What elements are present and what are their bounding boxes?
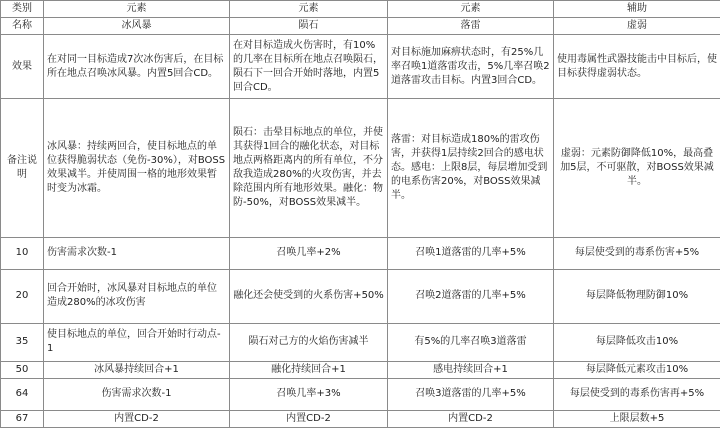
- notes-cell: 落雷：对目标造成180%的雷攻伤害，并获得1层持续2回合的感电状态。感电：上限8层，每层增加受到的电系伤害20%，对BOSS效果减半。: [388, 99, 554, 237]
- level-cell: 回合开始时，冰风暴对目标地点的单位造成280%的冰攻伤害: [44, 269, 230, 323]
- level-cell: 陨石对己方的火焰伤害减半: [230, 323, 388, 361]
- level-label: 64: [1, 378, 44, 410]
- header-cell: 元素: [388, 1, 554, 18]
- header-cell: 元素: [44, 1, 230, 18]
- notes-row: [1, 99, 720, 237]
- header-cell: 陨石: [230, 18, 388, 35]
- row-label: 效果: [1, 35, 44, 99]
- header-cell: 冰风暴: [44, 18, 230, 35]
- level-cell: 每层降低攻击10%: [554, 323, 720, 361]
- notes-cell: 陨石：击晕目标地点的单位，并使其获得1回合的融化状态，对目标地点两格距离内的所有单位，不分敌我造成280%的火攻伤害，并去除范围内所有地形效果。融化：物防-50%，对BOSS效果减半。: [230, 99, 388, 237]
- level-label: 67: [1, 410, 44, 427]
- effect-cell: 在对同一目标造成7次冰伤害后，在目标所在地点召唤冰风暴。内置5回合CD。: [44, 35, 230, 99]
- level-row: [1, 410, 720, 427]
- header-cell: 虚弱: [554, 18, 720, 35]
- level-cell: 冰风暴持续回合+1: [44, 361, 230, 378]
- level-row: [1, 378, 720, 410]
- header-cell: 落雷: [388, 18, 554, 35]
- level-label: 20: [1, 269, 44, 323]
- effect-row: [1, 35, 720, 99]
- level-cell: 内置CD-2: [388, 410, 554, 427]
- level-row: [1, 269, 720, 323]
- level-cell: 每层降低元素攻击10%: [554, 361, 720, 378]
- level-cell: 召唤2道落雷的几率+5%: [388, 269, 554, 323]
- level-cell: 有5%的几率召唤3道落雷: [388, 323, 554, 361]
- level-cell: 内置CD-2: [44, 410, 230, 427]
- level-row: [1, 323, 720, 361]
- level-cell: 召唤几率+2%: [230, 237, 388, 269]
- effect-cell: 对目标施加麻痹状态时，有25%几率召唤1道落雷攻击，5%几率召唤2道落雷攻击目标。内置3回合CD。: [388, 35, 554, 99]
- level-cell: 使目标地点的单位，回合开始时行动点-1: [44, 323, 230, 361]
- level-cell: 每层降低物理防御10%: [554, 269, 720, 323]
- level-cell: 每层使受到的毒系伤害再+5%: [554, 378, 720, 410]
- header-cell: 类别: [1, 1, 44, 18]
- header-cell: 名称: [1, 18, 44, 35]
- level-cell: 融化持续回合+1: [230, 361, 388, 378]
- level-cell: 感电持续回合+1: [388, 361, 554, 378]
- row-label: 备注说明: [1, 99, 44, 237]
- notes-cell: 虚弱：元素防御降低10%，最高叠加5层，不可驱散，对BOSS效果减半。: [554, 99, 720, 237]
- header-cell: 辅助: [554, 1, 720, 18]
- level-cell: 召唤几率+3%: [230, 378, 388, 410]
- notes-cell: 冰风暴：持续两回合，使目标地点的单位获得脆弱状态（免伤-30%），对BOSS效果减半。并使周围一格的地形效果暂时变为冰霜。: [44, 99, 230, 237]
- level-cell: 内置CD-2: [230, 410, 388, 427]
- level-cell: 上限层数+5: [554, 410, 720, 427]
- level-cell: 伤害需求次数-1: [44, 378, 230, 410]
- level-cell: 伤害需求次数-1: [44, 237, 230, 269]
- header-row-category: [1, 1, 720, 18]
- level-cell: 融化还会使受到的火系伤害+50%: [230, 269, 388, 323]
- level-cell: 每层使受到的毒系伤害+5%: [554, 237, 720, 269]
- level-label: 50: [1, 361, 44, 378]
- level-label: 10: [1, 237, 44, 269]
- header-cell: 元素: [230, 1, 388, 18]
- level-cell: 召唤1道落雷的几率+5%: [388, 237, 554, 269]
- effect-cell: 使用毒属性武器技能击中目标后，使目标获得虚弱状态。: [554, 35, 720, 99]
- header-row-name: [1, 18, 720, 35]
- effect-cell: 在对目标造成火伤害时，有10%的几率在目标所在地点召唤陨石，陨石下一回合开始时落地，内置5回合CD。: [230, 35, 388, 99]
- level-cell: 召唤3道落雷的几率+5%: [388, 378, 554, 410]
- level-row: [1, 361, 720, 378]
- level-row: [1, 237, 720, 269]
- level-label: 35: [1, 323, 44, 361]
